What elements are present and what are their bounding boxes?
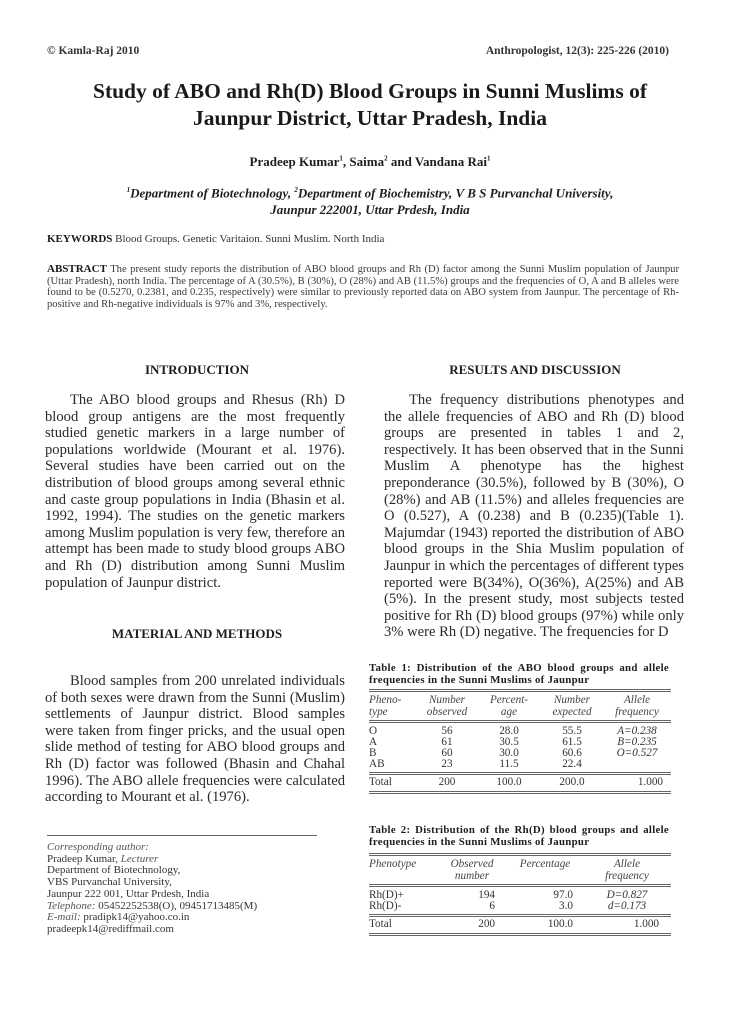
table-cell: B (369, 747, 377, 759)
author-name: Saima (349, 154, 385, 169)
table-cell: 3.0 (559, 900, 573, 912)
table-cell: A (369, 736, 378, 748)
keywords-label: KEYWORDS (47, 233, 113, 245)
column-header: observed (426, 706, 468, 718)
table-cell: 60.6 (562, 747, 582, 759)
table-cell: 60 (441, 747, 453, 759)
table-1-grid (369, 689, 671, 794)
column-header: Pheno- (369, 694, 402, 706)
table-header-row (369, 855, 671, 886)
introduction-heading: INTRODUCTION (144, 362, 249, 377)
column-header: Percent- (489, 694, 529, 706)
author-separator: , (342, 154, 350, 169)
corresponding-dept: Department of Biotechnology, (47, 864, 181, 877)
table-cell: 55.5 (562, 725, 582, 737)
column-header: number (454, 870, 490, 882)
table-cell: 61 (441, 736, 453, 748)
column-header: Phenotype (369, 858, 417, 870)
affil-dept-1: Department of Biotechnology, (130, 185, 295, 201)
table-cell: 100.0 (547, 918, 573, 930)
telephone-label: Telephone: (47, 899, 96, 912)
title-line-1: Study of ABO and Rh(D) Blood Groups in Sunni Muslims of (92, 79, 647, 103)
table-cell: 61.5 (562, 736, 582, 748)
keywords-text: Blood Groups. Genetic Varitaion. Sunni Muslim. North India (112, 233, 385, 245)
results-body (384, 392, 684, 641)
table-cell: Total (369, 776, 392, 788)
abstract-label: ABSTRACT (47, 263, 107, 275)
paper-title (40, 78, 700, 132)
affil-dept-2: Department of Biochemistry, V B S Purvanchal University, (297, 185, 614, 201)
affiliation-line-1 (40, 182, 700, 201)
table-row (369, 748, 671, 759)
table-cell: 194 (478, 889, 495, 901)
table-total-row (369, 916, 671, 935)
column-header: age (500, 706, 518, 718)
corresponding-address: Jaunpur 222 001, Uttar Prdesh, India (47, 887, 210, 900)
author-affil-mark: 1 (339, 154, 343, 163)
column-header: type (369, 706, 388, 718)
table-cell: Rh(D)- (369, 900, 402, 912)
column-header: Allele (623, 694, 651, 706)
table-row (369, 901, 671, 916)
footnote-divider (47, 835, 317, 836)
column-header: frequency (615, 706, 659, 718)
email-link-2[interactable]: pradeepk14@rediffmail.com (47, 922, 174, 935)
abstract (47, 264, 679, 310)
affil-mark: 2 (294, 186, 298, 194)
author-name: Pradeep Kumar (249, 154, 340, 169)
title-line-2: Jaunpur District, Uttar Pradesh, India (193, 106, 547, 130)
table-cell: 200 (438, 776, 456, 788)
table-cell: Rh(D)+ (369, 889, 404, 901)
table-1 (369, 662, 671, 794)
author-name: Vandana Rai (414, 154, 487, 169)
corresponding-role: Lecturer (120, 852, 159, 865)
table-cell: Total (369, 918, 392, 930)
column-header: Allele (613, 858, 641, 870)
methods-body (45, 673, 345, 806)
table-row (369, 886, 671, 902)
author-separator: and (387, 154, 415, 169)
introduction-paragraph: The ABO blood groups and Rhesus (Rh) D blood group antigens are the most frequently studied genetic markers in a large number of populations worldwide (Mourant et al. 1976). Several studies have been carried out on the distribution of blood groups among several ethnic and caste group populations in India (Bhasin et al. 1992, 1994). The studies on the genetic markers among Muslim population is very few, therefore an attempt has been made to study blood groups ABO and Rh (D) distribution among Sunni Muslim population of Jaunpur district. (45, 392, 345, 591)
methods-heading: MATERIAL AND METHODS (111, 626, 283, 641)
abstract-text: The present study reports the distribution of ABO blood groups and Rh (D) factor among the Sunni Muslim population of Jaunpur (Uttar Pradesh), north India. The percentage of A (30.5%), B (30%), O (28%) and AB (11.5%) groups and the frequencies of O, A and B alleles were found to be (0.5270, 0.2381, and 0.235, respectively) were similar to previously reported data on ABO system from Jaunpur. The percentage of Rh-positive and Rh-negative individuals is 97% and 3%, respectively. (47, 264, 679, 310)
affil-mark: 1 (126, 186, 131, 194)
results-heading: RESULTS AND DISCUSSION (449, 362, 621, 377)
keywords (47, 233, 384, 245)
column-header: Observed (450, 858, 494, 870)
table-cell: 28.0 (499, 725, 519, 737)
table-2-grid (369, 853, 671, 936)
author-affil-mark: 2 (384, 154, 388, 163)
column-header: Number (428, 694, 466, 706)
table-header-row (369, 691, 671, 722)
copyright-notice: © Kamla-Raj 2010 (47, 45, 140, 57)
column-header: expected (552, 706, 592, 718)
table-1-caption: Table 1: Distribution of the ABO blood groups and allele frequencies in the Sunni Muslims of Jaunpur (369, 662, 669, 686)
affiliation-line-2: Jaunpur 222001, Uttar Prdesh, India (270, 202, 470, 218)
table-cell: O=0.527 (616, 747, 658, 759)
table-total-row (369, 774, 671, 793)
table-cell: O (369, 725, 378, 737)
table-cell: 6 (489, 900, 495, 912)
table-cell (603, 759, 671, 774)
table-cell: 22.4 (562, 758, 582, 770)
table-cell: 1.000 (637, 776, 663, 788)
methods-paragraph: Blood samples from 200 unrelated individuals of both sexes were drawn from the Sunni (Muslim) settlements of Jaunpur district. Blood samples were taken from finger pricks, and the usual open slide method of testing for ABO blood groups and Rh (D) factor was followed (Bhasin and Chahal 1996). The ABO allele frequencies were calculated according to Mourant et al. (1976). (45, 673, 345, 806)
telephone-numbers: 05452252538(O), 09451713485(M) (95, 899, 258, 912)
table-cell: d=0.173 (607, 900, 647, 912)
table-cell: 30.5 (499, 736, 519, 748)
email-link-1[interactable]: pradipk14@yahoo.co.in (80, 911, 190, 924)
table-cell: 56 (441, 725, 453, 737)
table-cell: 97.0 (553, 889, 573, 901)
table-cell: A=0.238 (617, 725, 657, 737)
column-header: frequency (605, 870, 649, 882)
table-row (369, 759, 671, 774)
introduction-body (45, 392, 345, 591)
author-affil-mark: 1 (486, 154, 491, 163)
table-cell: 30.0 (499, 747, 519, 759)
journal-citation: Anthropologist, 12(3): 225-226 (2010) (485, 45, 669, 57)
table-2 (369, 824, 671, 936)
author-list (40, 154, 700, 170)
table-cell: 11.5 (499, 758, 519, 770)
table-cell: 200 (478, 918, 495, 930)
table-cell: 1.000 (633, 918, 659, 930)
email-label: E-mail: (47, 911, 81, 924)
table-cell: 23 (441, 758, 453, 770)
results-paragraph: The frequency distributions phenotypes and the allele frequencies of ABO and Rh (D) blood groups are presented in tables 1 and 2, respectively. It has been observed that in the Sunni Muslim A phenotype has the highest preponderance (30.5%), followed by B (30%), O (28%) and AB (11.5%) and alleles frequencies are O (0.527), A (0.238) and B (0.235)(Table 1). Majumdar (1943) reported the distribution of ABO blood groups in the Shia Muslim population of Jaunpur in which the percentages of different types reported were B(34%), O(36%), A(25%) and AB (5%). In the present study, most subjects tested positive for Rh (D) blood groups (97%) while only 3% were Rh (D) negative. The frequencies for D (384, 392, 684, 641)
affiliation (40, 182, 700, 218)
table-cell: 100.0 (496, 776, 522, 788)
table-cell: AB (369, 758, 385, 770)
corresponding-university: VBS Purvanchal University, (47, 876, 172, 889)
corresponding-label: Corresponding author: (47, 841, 149, 853)
column-header: Number (553, 694, 591, 706)
table-cell: B=0.235 (617, 736, 657, 748)
corresponding-name: Pradeep Kumar, (47, 852, 121, 865)
table-cell: D=0.827 (606, 889, 648, 901)
column-header: Percentage (519, 858, 571, 870)
table-row (369, 722, 671, 738)
corresponding-author (47, 842, 257, 936)
table-2-caption: Table 2: Distribution of the Rh(D) blood groups and allele frequencies in the Sunni Muslims of Jaunpur (369, 824, 669, 848)
table-cell: 200.0 (559, 776, 585, 788)
